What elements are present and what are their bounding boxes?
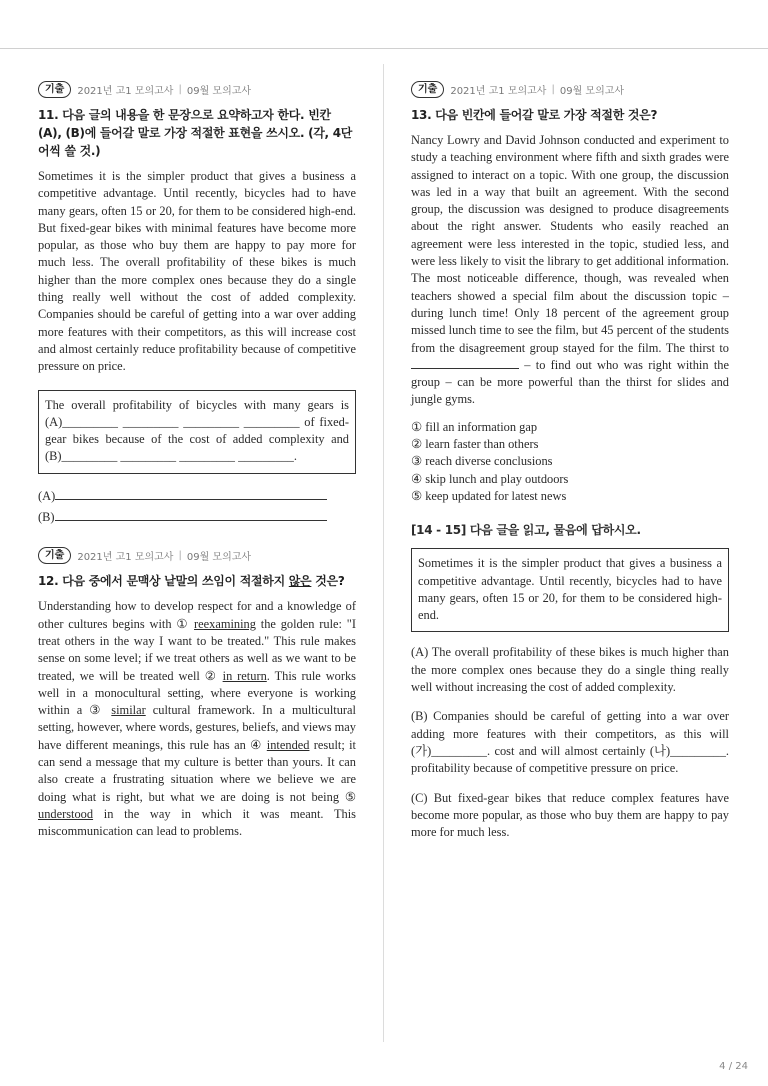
source-month: 09월 모의고사 <box>186 85 252 97</box>
source-badge: 기출 <box>38 81 71 98</box>
q12-title-underlined: 않은 <box>288 574 312 589</box>
q12-title <box>38 572 356 590</box>
q12-passage <box>38 598 356 840</box>
source-year: 2021년 고1 모의고사 <box>450 85 547 97</box>
q12-text: . This rule works well in a monocultural setting, where everyone is working within a ③ <box>38 668 356 718</box>
right-column <box>411 80 729 841</box>
q11-passage: Sometimes it is the simpler product that gives a business a competitive advantage. Until recently, bicycles had to have many gears, often 15 or 20, for them to be considered high-end. But fixed-gear bikes with minimal features have become more popular, as those who buy them are happy to pay more for much less. The overall profitability of these bikes is much higher than the more complex ones because they do a single thing really well without the cost of added complexity. Companies should be careful of getting into a war over adding more features with their competitors, as this will increase cost and almost certainly reduce profitability because of competitive pressure on price. <box>38 169 356 374</box>
q12-underlined-word: reexamining <box>194 616 256 631</box>
question-source <box>411 80 729 98</box>
q12-text: result; it can send a message that my culture is better than yours. It can also create a frustrating situation where we believe we are doing what is right, but what we are doing is not being ⑤ <box>38 737 356 804</box>
q14-15-paragraph-b: (B) Companies should be careful of getting into a war over adding more features with their competitors, as this will (가)_________. cost and will almost certainly (나)_________. profitability because of competitive pressure on price. <box>411 709 729 776</box>
source-badge: 기출 <box>411 81 444 98</box>
q12-underlined-word: similar <box>111 703 146 718</box>
q11-title: 11. 다음 글의 내용을 한 문장으로 요약하고자 한다. 빈칸 (A), (B)에 들어갈 말로 가장 적절한 표현을 쓰시오. (각, 4단어씩 쓸 것.) <box>38 108 353 158</box>
q12-text: the golden rule: "I treat others in the way I want to be treated." This rule makes sense on some level; if we treat others as well as we want to be treated, we will be treated well ② <box>38 616 356 683</box>
question-source <box>38 546 356 564</box>
source-month: 09월 모의고사 <box>186 551 252 563</box>
q13-option[interactable]: ③ reach diverse conclusions <box>411 454 553 469</box>
q14-15-intro-box: Sometimes it is the simpler product that gives a business a competitive advantage. Until recently, bicycles had to have many gears, often 15 or 20, for them to be considered high-end. <box>411 548 729 632</box>
q11-answer-a[interactable] <box>38 488 356 505</box>
q11-answer-b[interactable] <box>38 509 356 526</box>
q13-option[interactable]: ② learn faster than others <box>411 437 539 452</box>
page-number: 4 / 24 <box>719 1061 748 1072</box>
answer-b-line[interactable] <box>55 509 327 521</box>
q13-options <box>411 419 729 505</box>
q13-text: Nancy Lowry and David Johnson conducted and experiment to study a teaching environment where fifth and sixth grades were assigned to interact on a topic. With one group, the discussion was led in a way that built an agreement. With the second group, the discussion was designed to produce disagreements about the right answer. Students who easily reached an agreement were less interested in the topic, studied less, and were less likely to visit the library to get additional information. The most noticeable difference, though, was revealed when teachers showed a special film about the discussion topic – during lunch time! Only 18 percent of the agreement group missed lunch time to see the film, but 45 percent of the students from the disagreement group stayed for the film. The thirst to <box>411 133 729 355</box>
q12-underlined-word: intended <box>266 737 310 752</box>
question-source <box>38 80 356 98</box>
q12-underlined-word: understood <box>38 806 94 821</box>
source-separator: | <box>178 83 182 95</box>
q13-text: – to find out who was right within the group – can be more powerful than the thirst for slides and jungle gyms. <box>411 357 729 407</box>
source-year: 2021년 고1 모의고사 <box>77 551 174 563</box>
q14-15-paragraph-c: (C) But fixed-gear bikes that reduce complex features have become more popular, as those who buy them are happy to pay more for much less. <box>411 790 729 840</box>
answer-a-label: (A) <box>38 488 56 503</box>
q12-text: in the way in which it was meant. This miscommunication can lead to problems. <box>38 806 356 839</box>
q14-15-heading: [14 - 15] 다음 글을 읽고, 물음에 답하시오. <box>411 523 641 538</box>
q13-option[interactable]: ④ skip lunch and play outdoors <box>411 471 569 486</box>
q13-option[interactable]: ① fill an information gap <box>411 419 538 434</box>
header-rule <box>0 48 768 49</box>
source-month: 09월 모의고사 <box>559 85 625 97</box>
q11-summary-box: The overall profitability of bicycles with many gears is (A)_________ _________ _________ _________ of fixed-gear bikes because of the cost of added complexity and (B)_________ _________ _________ _________. <box>38 390 356 474</box>
q14-15-paragraph-a: (A) The overall profitability of these bikes is much higher than the more complex ones because they do a single thing really well without increasing the cost of added complexity. <box>411 645 729 695</box>
answer-b-label: (B) <box>38 510 55 525</box>
q12-title-pre: 12. 다음 중에서 문맥상 낱말의 쓰임이 적절하지 <box>38 574 289 589</box>
q12-text: Understanding how to develop respect for and a knowledge of other cultures begins with ① <box>38 599 356 631</box>
answer-a-line[interactable] <box>55 488 327 500</box>
q13-option[interactable]: ⑤ keep updated for latest news <box>411 488 567 503</box>
column-divider <box>383 64 384 1042</box>
q12-text: cultural framework. In a multicultural setting, however, where words, gestures, beliefs, and views may have different meanings, this rule has an ④ <box>38 703 356 752</box>
q13-title: 13. 다음 빈칸에 들어갈 말로 가장 적절한 것은? <box>411 108 658 122</box>
q12-underlined-word: in return <box>222 668 267 683</box>
source-separator: | <box>178 549 182 561</box>
source-badge: 기출 <box>38 547 71 564</box>
q13-blank <box>411 368 519 369</box>
q13-passage <box>411 132 729 409</box>
q12-title-post: 것은? <box>311 574 345 589</box>
left-column <box>38 80 356 841</box>
source-year: 2021년 고1 모의고사 <box>77 85 174 97</box>
source-separator: | <box>551 83 555 95</box>
